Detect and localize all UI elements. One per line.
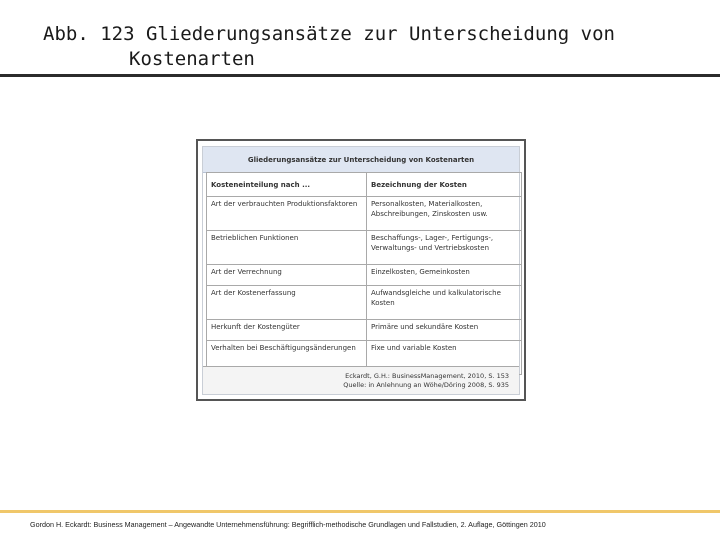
slide-title-line1: Abb. 123 Gliederungsansätze zur Unterscheidung von xyxy=(43,23,615,45)
cost-types-cell: Beschaffungs-, Lager-, Fertigungs-, Verwaltungs- und Vertriebskosten xyxy=(367,231,522,265)
figure-frame xyxy=(202,146,520,395)
cost-classification-figure xyxy=(196,139,526,401)
figure-header: Gliederungsansätze zur Unterscheidung von Kostenarten xyxy=(203,147,519,173)
cost-types-cell: Einzelkosten, Gemeinkosten xyxy=(367,265,522,286)
figure-source xyxy=(203,366,519,394)
table-row xyxy=(207,265,522,286)
criterion-cell: Betrieblichen Funktionen xyxy=(207,231,367,265)
cost-types-cell: Aufwandsgleiche und kalkulatorische Kosten xyxy=(367,286,522,320)
criterion-cell: Verhalten bei Beschäftigungsänderungen xyxy=(207,341,367,375)
slide-title-line2: Kostenarten xyxy=(129,48,255,70)
cost-types-cell: Fixe und variable Kosten xyxy=(367,341,522,375)
table-row xyxy=(207,197,522,231)
criterion-cell: Art der verbrauchten Produktionsfaktoren xyxy=(207,197,367,231)
criterion-cell: Art der Verrechnung xyxy=(207,265,367,286)
table-header-row xyxy=(207,173,522,197)
source-line-1: Eckardt, G.H.: BusinessManagement, 2010, S. 153 xyxy=(345,372,509,380)
footer-divider xyxy=(0,510,720,513)
table-row xyxy=(207,286,522,320)
criterion-cell: Herkunft der Kostengüter xyxy=(207,320,367,341)
slide-title xyxy=(43,22,683,72)
table-row xyxy=(207,320,522,341)
column-header-criterion: Kosteneinteilung nach ... xyxy=(207,173,367,197)
cost-types-cell: Personalkosten, Materialkosten, Abschreibungen, Zinskosten usw. xyxy=(367,197,522,231)
title-divider xyxy=(0,74,720,77)
cost-types-cell: Primäre und sekundäre Kosten xyxy=(367,320,522,341)
source-line-2: Quelle: in Anlehnung an Wöhe/Döring 2008, S. 935 xyxy=(343,381,509,389)
footer-citation: Gordon H. Eckardt: Business Management – Angewandte Unternehmensführung: Begrifflich-methodische Grundlagen und Fallstudien, 2. Auflage, Göttingen 2010 xyxy=(30,520,546,529)
column-header-cost-types: Bezeichnung der Kosten xyxy=(367,173,522,197)
cost-classification-table xyxy=(206,172,522,375)
criterion-cell: Art der Kostenerfassung xyxy=(207,286,367,320)
table-row xyxy=(207,231,522,265)
